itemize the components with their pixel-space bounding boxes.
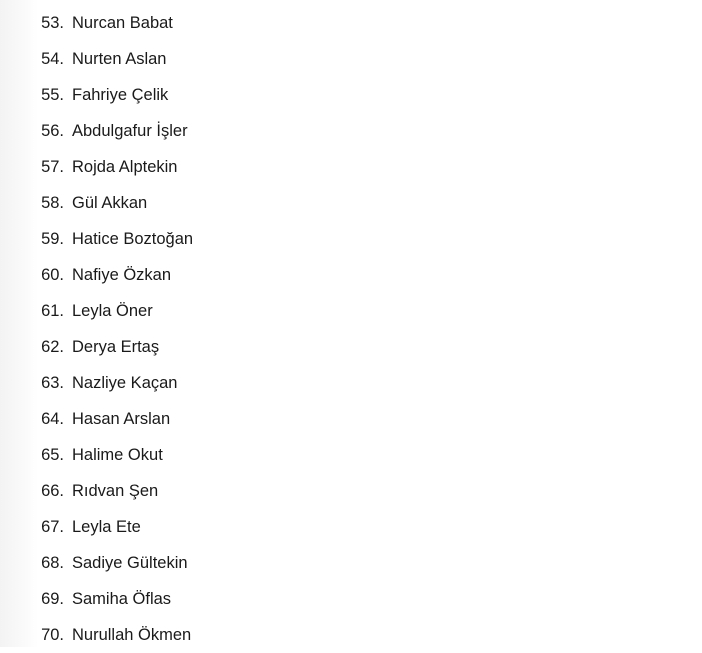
item-number: 69.	[41, 590, 64, 608]
list-item	[0, 77, 193, 113]
list-item	[0, 257, 193, 293]
item-name: Hatice Boztoğan	[72, 230, 194, 248]
list-item	[0, 329, 193, 365]
list-item	[0, 365, 193, 401]
item-number: 56.	[41, 122, 64, 140]
item-number: 65.	[41, 446, 64, 464]
item-number: 58.	[41, 194, 64, 212]
item-name: Gül Akkan	[72, 194, 148, 212]
item-number: 54.	[41, 50, 64, 68]
list-item	[0, 293, 193, 329]
item-number: 60.	[41, 266, 64, 284]
item-name: Nurcan Babat	[72, 14, 173, 32]
item-name: Nurullah Ökmen	[72, 626, 192, 644]
item-number: 68.	[41, 554, 64, 572]
numbered-name-list	[0, 5, 193, 653]
item-name: Hasan Arslan	[72, 410, 171, 428]
item-name: Halime Okut	[72, 446, 163, 464]
item-name: Derya Ertaş	[72, 338, 160, 356]
list-item	[0, 473, 193, 509]
list-item	[0, 437, 193, 473]
item-name: Nurten Aslan	[72, 50, 167, 68]
item-name: Sadiye Gültekin	[72, 554, 188, 572]
item-number: 57.	[41, 158, 64, 176]
item-number: 59.	[41, 230, 64, 248]
list-item	[0, 5, 193, 41]
item-number: 61.	[41, 302, 64, 320]
item-name: Leyla Öner	[72, 302, 153, 320]
item-name: Fahriye Çelik	[72, 86, 169, 104]
item-number: 67.	[41, 518, 64, 536]
item-name: Nazliye Kaçan	[72, 374, 178, 392]
list-item	[0, 617, 193, 653]
list-item	[0, 185, 193, 221]
list-item	[0, 581, 193, 617]
item-name: Rıdvan Şen	[72, 482, 159, 500]
item-number: 55.	[41, 86, 64, 104]
list-item	[0, 545, 193, 581]
list-item	[0, 113, 193, 149]
list-item	[0, 221, 193, 257]
item-name: Nafiye Özkan	[72, 266, 172, 284]
list-item	[0, 41, 193, 77]
item-name: Abdulgafur İşler	[72, 122, 188, 140]
item-number: 62.	[41, 338, 64, 356]
list-item	[0, 401, 193, 437]
list-item	[0, 149, 193, 185]
item-name: Leyla Ete	[72, 518, 141, 536]
item-number: 64.	[41, 410, 64, 428]
item-name: Samiha Öflas	[72, 590, 172, 608]
item-number: 53.	[41, 14, 64, 32]
list-item	[0, 509, 193, 545]
item-number: 70.	[41, 626, 64, 644]
item-name: Rojda Alptekin	[72, 158, 178, 176]
item-number: 63.	[41, 374, 64, 392]
item-number: 66.	[41, 482, 64, 500]
